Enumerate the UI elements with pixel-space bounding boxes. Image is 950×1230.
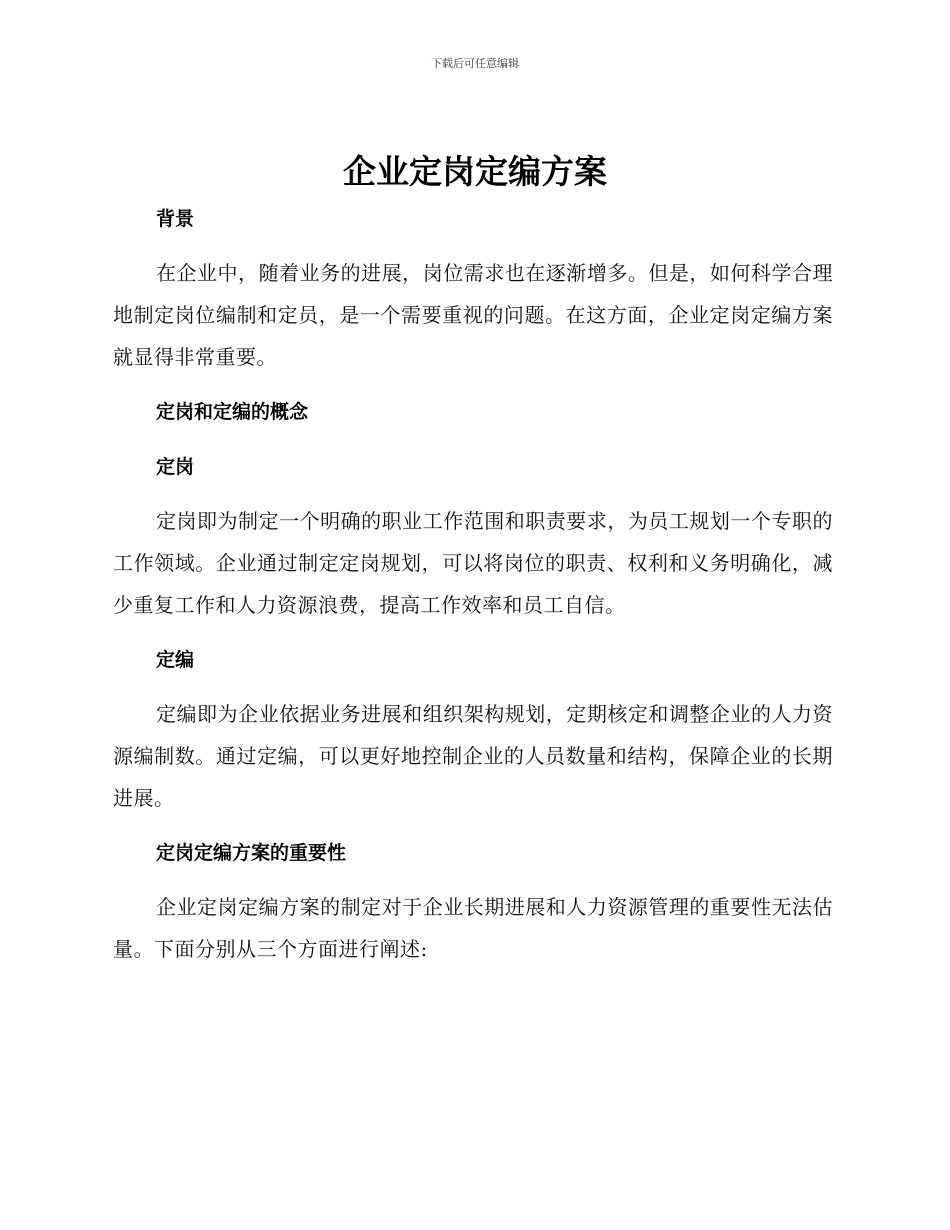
- document-title: 企业定岗定编方案: [343, 152, 607, 191]
- heading-background: 背景: [156, 208, 195, 230]
- heading-dingbian: 定编: [156, 649, 195, 671]
- paragraph-importance: 企业定岗定编方案的制定对于企业长期进展和人力资源管理的重要性无法估量。下面分别从三个方面进行阐述:: [113, 895, 833, 961]
- page-header-note: 下载后可任意编辑: [431, 57, 519, 70]
- heading-dinggang: 定岗: [156, 456, 195, 478]
- heading-concept: 定岗和定编的概念: [156, 401, 309, 423]
- paragraph-dingbian: 定编即为企业依据业务进展和组织架构规划，定期核定和调整企业的人力资源编制数。通过定编，可以更好地控制企业的人员数量和结构，保障企业的长期进展。: [113, 702, 833, 810]
- document-body: [113, 197, 833, 982]
- paragraph-background: 在企业中，随着业务的进展，岗位需求也在逐渐增多。但是，如何科学合理地制定岗位编制和定员，是一个需要重视的问题。在这方面，企业定岗定编方案就显得非常重要。: [113, 261, 833, 369]
- heading-importance: 定岗定编方案的重要性: [156, 842, 347, 864]
- paragraph-dinggang: 定岗即为制定一个明确的职业工作范围和职责要求，为员工规划一个专职的工作领域。企业通过制定定岗规划，可以将岗位的职责、权利和义务明确化，减少重复工作和人力资源浪费，提高工作效率和员工自信。: [113, 509, 833, 617]
